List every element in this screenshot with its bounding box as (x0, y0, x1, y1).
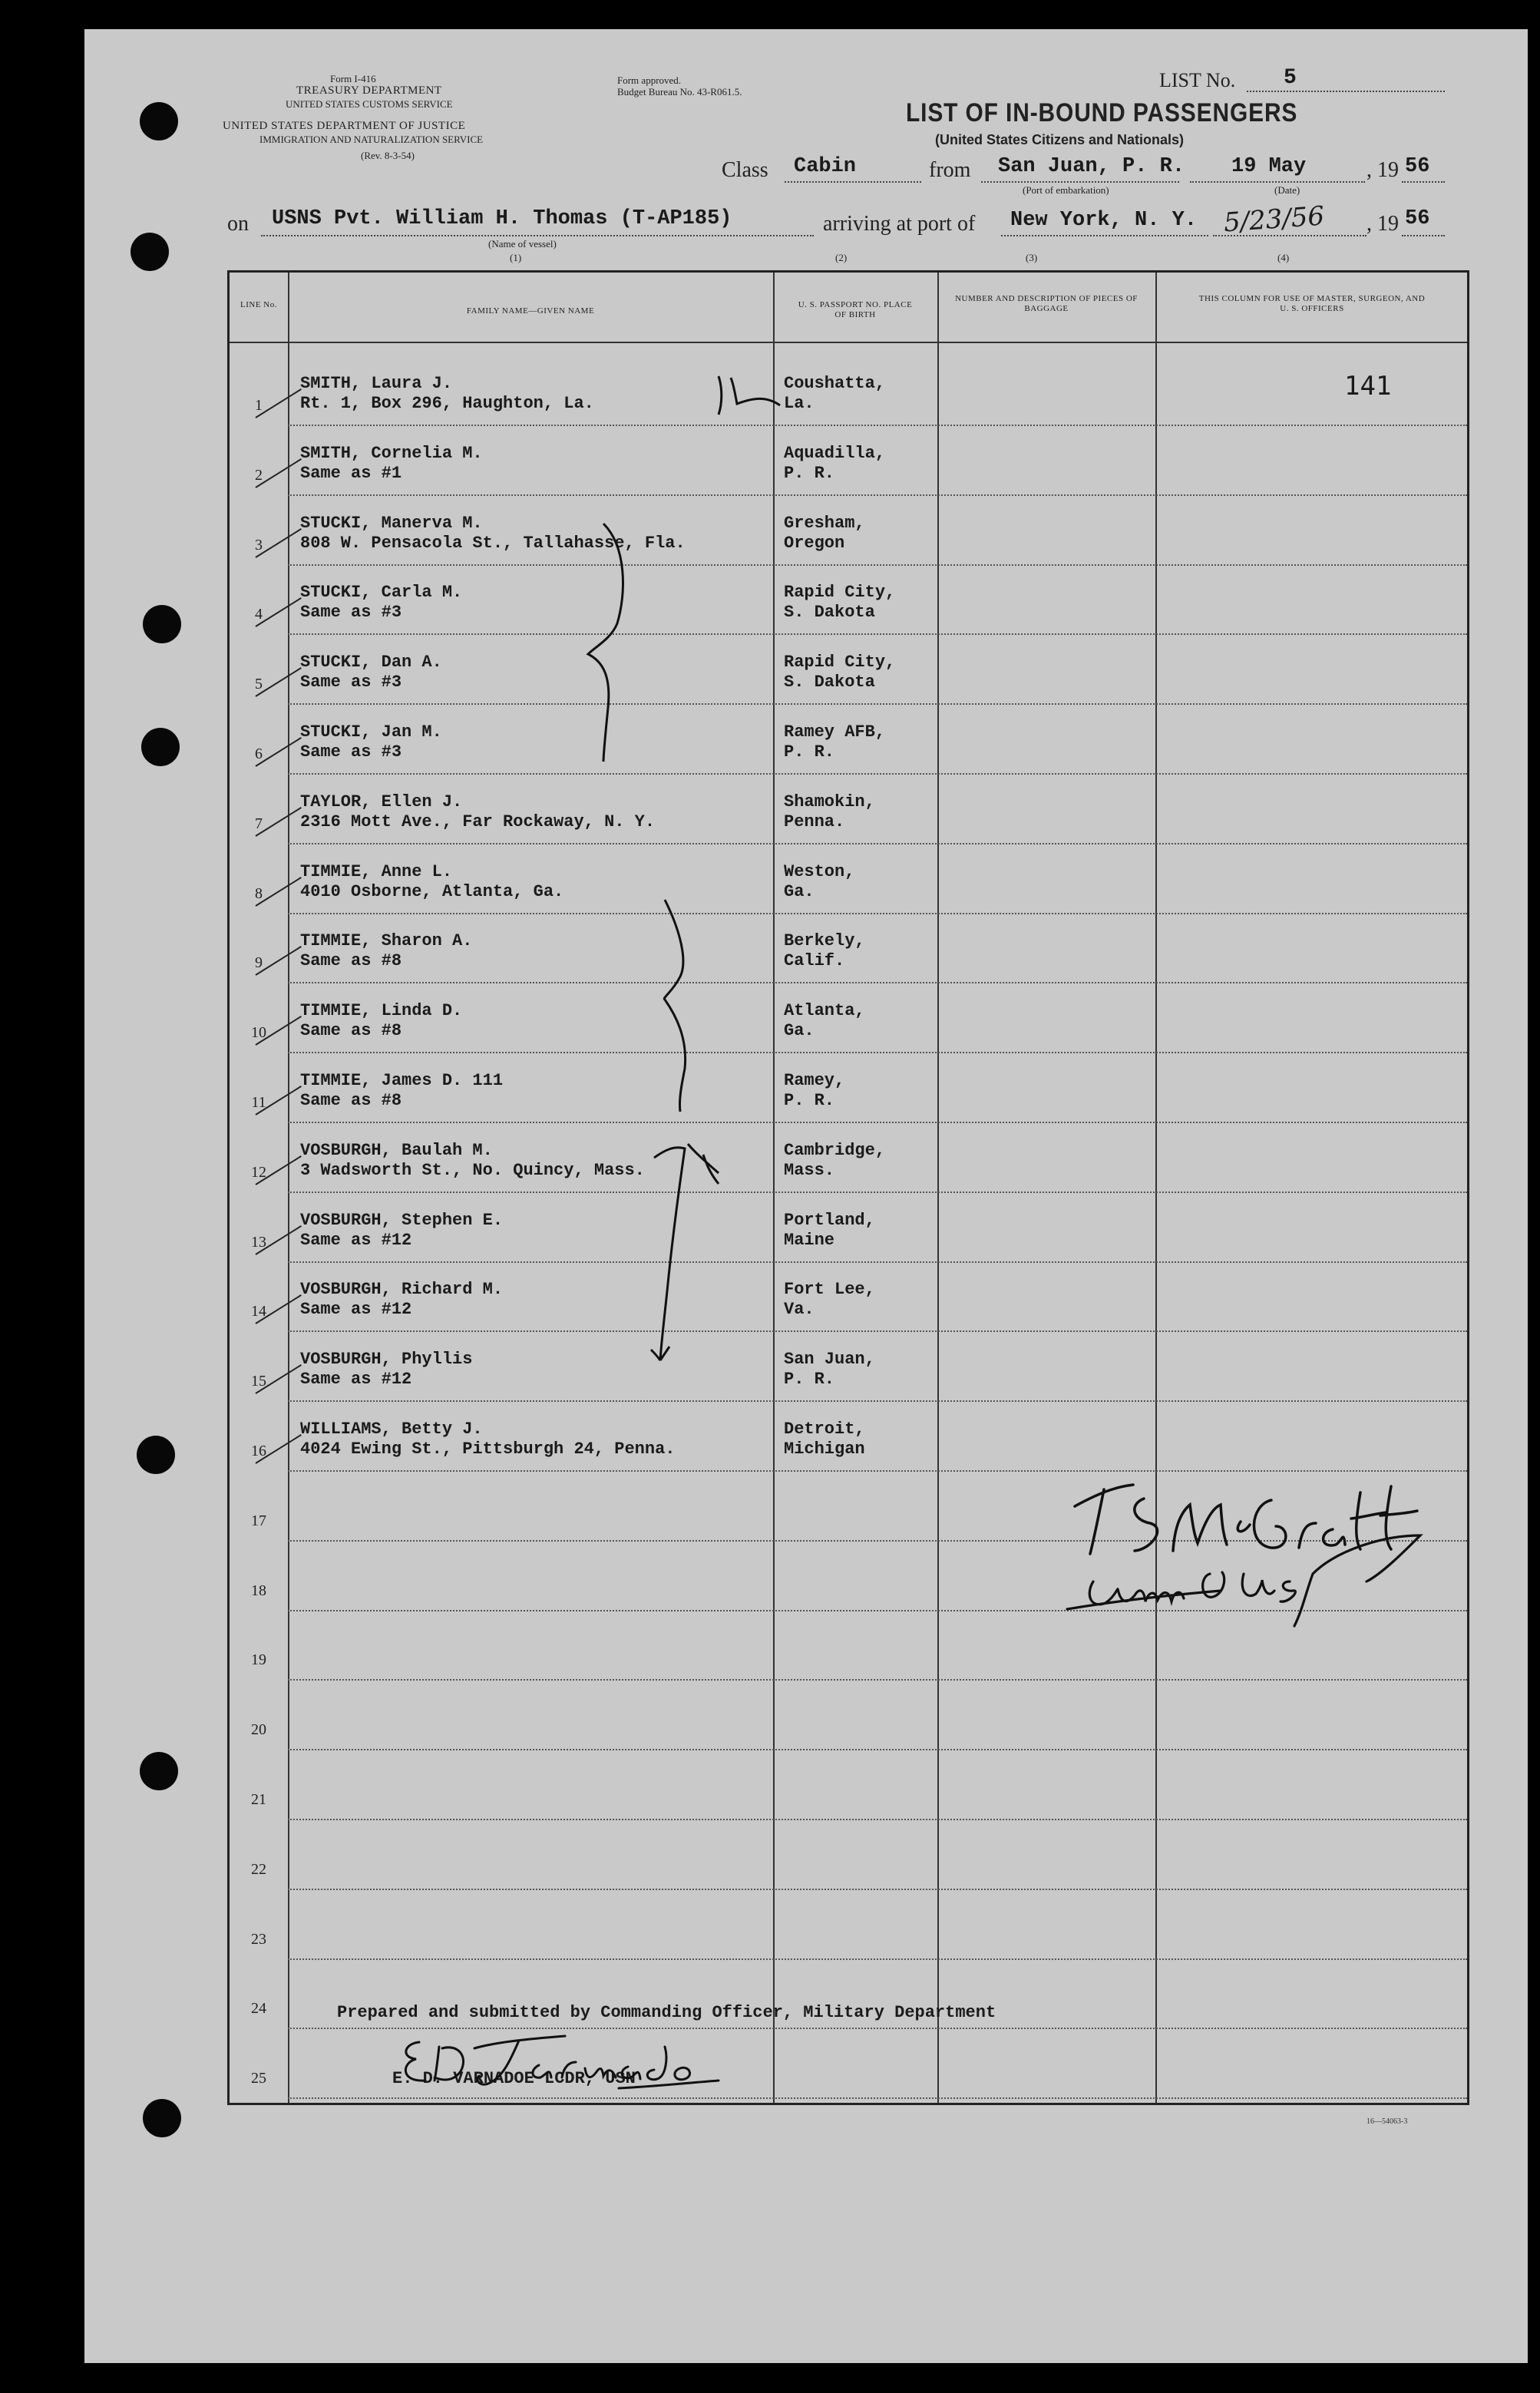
header-passport: U. S. PASSPORT NO. PLACE OF BIRTH (798, 300, 913, 319)
birth-place: Aquadilla, (784, 443, 886, 463)
birth-region: Calif. (784, 951, 845, 971)
date-caption: (Date) (1274, 184, 1300, 196)
justice-dept: UNITED STATES DEPARTMENT OF JUSTICE (223, 120, 466, 132)
line-number: 20 (251, 1721, 266, 1739)
passenger-name: STUCKI, Jan M. (300, 722, 442, 742)
passenger-name: SMITH, Cornelia M. (300, 443, 483, 463)
officer-stamp-number: 141 (1344, 371, 1392, 402)
birth-place: Coushatta, (784, 374, 886, 393)
birth-place: Rapid City, (784, 583, 896, 603)
arriving-label: arriving at port of (823, 212, 976, 236)
passenger-name: TIMMIE, Anne L. (300, 861, 453, 881)
revision: (Rev. 8-3-54) (361, 150, 415, 161)
passenger-name: VOSBURGH, Richard M. (300, 1280, 504, 1300)
line-number: 21 (251, 1791, 266, 1808)
list-no-label: LIST No. (1159, 69, 1236, 91)
line-number: 8 (255, 884, 263, 902)
birth-region: P. R. (784, 1370, 835, 1390)
line-number: 6 (255, 745, 263, 762)
form-title: LIST OF IN-BOUND PASSENGERS (906, 98, 1298, 127)
from-label: from (929, 158, 971, 182)
line-number: 5 (255, 676, 263, 693)
print-code: 16—54063-3 (1367, 2117, 1408, 2126)
birth-region: Michigan (784, 1439, 865, 1459)
line-number: 1 (255, 397, 263, 414)
from-value: San Juan, P. R. (998, 155, 1185, 178)
passenger-name: VOSBURGH, Phyllis (300, 1350, 473, 1370)
punch-hole (143, 2099, 181, 2137)
passenger-address: Same as #8 (300, 1091, 402, 1110)
punch-hole (143, 605, 181, 643)
line-number: 11 (251, 1094, 266, 1111)
on-label: on (227, 212, 249, 236)
passenger-address: Rt. 1, Box 296, Haughton, La. (300, 394, 594, 413)
treasury-dept: TREASURY DEPARTMENT (296, 84, 442, 97)
birth-place: Ramey AFB, (784, 722, 886, 742)
form-subtitle: (United States Citizens and Nationals) (935, 132, 1185, 147)
col-ref-1: (1) (510, 252, 522, 263)
ins-service: IMMIGRATION AND NATURALIZATION SERVICE (259, 134, 484, 145)
ink-brackets (227, 270, 1469, 1806)
passenger-address: 4010 Osborne, Atlanta, Ga. (300, 881, 564, 901)
year-value: 56 (1405, 155, 1430, 178)
birth-place: San Juan, (784, 1350, 875, 1370)
punch-hole (140, 1752, 178, 1790)
birth-region: Penna. (784, 811, 845, 831)
birth-region: Va. (784, 1300, 815, 1320)
birth-place: Gresham, (784, 513, 865, 533)
passenger-name: SMITH, Laura J. (300, 374, 453, 393)
form-approved: Form approved. (617, 74, 682, 86)
passenger-address: Same as #3 (300, 603, 402, 623)
form-number: Form I-416 (330, 73, 376, 84)
line-number: 17 (251, 1512, 266, 1529)
birth-region: P. R. (784, 463, 835, 483)
passenger-name: STUCKI, Dan A. (300, 653, 442, 673)
line-number: 2 (255, 466, 263, 484)
passenger-address: Same as #3 (300, 742, 402, 762)
birth-region: Maine (784, 1230, 835, 1250)
passenger-address: 4024 Ewing St., Pittsburgh 24, Penna. (300, 1439, 676, 1459)
header-name: FAMILY NAME—GIVEN NAME (466, 306, 595, 316)
birth-place: Berkely, (784, 931, 865, 951)
year-prefix: , 19 (1367, 158, 1399, 182)
line-number: 19 (251, 1651, 266, 1669)
line-number: 16 (251, 1443, 266, 1459)
customs-service: UNITED STATES CUSTOMS SERVICE (286, 98, 453, 110)
arrival-port: New York, N. Y. (1010, 209, 1198, 232)
header-line-no: LINE No. (240, 300, 277, 309)
birth-region: P. R. (784, 742, 835, 762)
list-no-value: 5 (1284, 66, 1297, 90)
line-number: 23 (251, 1930, 266, 1948)
line-number: 7 (255, 815, 263, 832)
birth-place: Weston, (784, 861, 855, 881)
birth-place: Rapid City, (784, 653, 896, 673)
birth-region: S. Dakota (784, 603, 875, 623)
varnadoe-signature (388, 2027, 726, 2096)
birth-place: Detroit, (784, 1420, 865, 1439)
line-number: 22 (251, 1860, 266, 1878)
passenger-address: 3 Wadsworth St., No. Quincy, Mass. (300, 1160, 645, 1180)
line-number: 14 (251, 1303, 266, 1320)
birth-place: Fort Lee, (784, 1280, 875, 1300)
birth-region: Ga. (784, 881, 815, 901)
port-embark-caption: (Port of embarkation) (1023, 184, 1109, 196)
passenger-name: WILLIAMS, Betty J. (300, 1420, 483, 1439)
birth-region: Ga. (784, 1021, 815, 1041)
passenger-name: TIMMIE, Linda D. (300, 1001, 463, 1021)
birth-place: Atlanta, (784, 1001, 865, 1021)
passenger-name: VOSBURGH, Stephen E. (300, 1210, 504, 1230)
birth-region: P. R. (784, 1091, 835, 1110)
line-number: 18 (251, 1582, 266, 1599)
header-baggage: NUMBER AND DESCRIPTION OF PIECES OF BAGGAGE (955, 294, 1138, 313)
class-label: Class (722, 158, 768, 182)
punch-hole (137, 1436, 175, 1474)
line-number: 13 (251, 1233, 266, 1251)
passenger-address: Same as #8 (300, 951, 402, 971)
passenger-name: TIMMIE, Sharon A. (300, 931, 473, 951)
birth-region: Oregon (784, 533, 845, 553)
line-number: 3 (255, 536, 263, 554)
line-number: 4 (255, 606, 263, 623)
punch-hole (131, 233, 169, 271)
passenger-address: 808 W. Pensacola St., Tallahasse, Fla. (300, 533, 686, 553)
birth-place: Ramey, (784, 1071, 845, 1090)
line-number: 9 (255, 954, 263, 972)
line-number: 10 (251, 1024, 266, 1042)
passenger-address: Same as #3 (300, 673, 402, 692)
col-ref-4: (4) (1277, 252, 1290, 263)
prepared-statement: Prepared and submitted by Commanding Officer, Military Department (337, 2003, 996, 2022)
arr-year-value: 56 (1405, 207, 1430, 230)
birth-region: S. Dakota (784, 673, 875, 692)
arrival-date: 5/23/56 (1222, 200, 1326, 239)
budget-bureau: Budget Bureau No. 43-R061.5. (617, 86, 742, 98)
birth-region: Mass. (784, 1160, 835, 1180)
passenger-address: Same as #12 (300, 1370, 412, 1390)
passenger-address: Same as #8 (300, 1021, 402, 1041)
passenger-name: TIMMIE, James D. 111 (300, 1071, 504, 1090)
class-value: Cabin (794, 155, 857, 178)
vessel-caption: (Name of vessel) (488, 238, 557, 250)
col-ref-2: (2) (835, 252, 848, 263)
birth-region: La. (784, 394, 815, 413)
line-number: 12 (251, 1163, 266, 1181)
vessel-value: USNS Pvt. William H. Thomas (T-AP185) (272, 207, 732, 230)
passenger-address: Same as #12 (300, 1230, 412, 1250)
passenger-name: VOSBURGH, Baulah M. (300, 1140, 493, 1160)
header-officers: THIS COLUMN FOR USE OF MASTER, SURGEON, AND U. S. OFFICERS (1198, 294, 1426, 313)
birth-place: Cambridge, (784, 1140, 886, 1160)
line-number: 24 (251, 2000, 266, 2018)
col-ref-3: (3) (1026, 252, 1038, 263)
passenger-address: Same as #12 (300, 1300, 412, 1320)
punch-hole (140, 102, 178, 140)
arr-year-prefix: , 19 (1367, 212, 1399, 236)
punch-hole (141, 728, 180, 766)
passenger-address: 2316 Mott Ave., Far Rockaway, N. Y. (300, 811, 656, 831)
passenger-name: STUCKI, Carla M. (300, 583, 463, 603)
line-number: 25 (251, 2070, 266, 2087)
passenger-name: STUCKI, Manerva M. (300, 513, 483, 533)
line-number: 15 (251, 1373, 266, 1390)
officer-name: E. D. VARNADOE LCDR, USN (392, 2069, 636, 2088)
date-value: 19 May (1231, 155, 1307, 178)
birth-place: Shamokin, (784, 792, 875, 811)
birth-place: Portland, (784, 1210, 875, 1230)
passenger-address: Same as #1 (300, 463, 402, 483)
passenger-name: TAYLOR, Ellen J. (300, 792, 463, 811)
